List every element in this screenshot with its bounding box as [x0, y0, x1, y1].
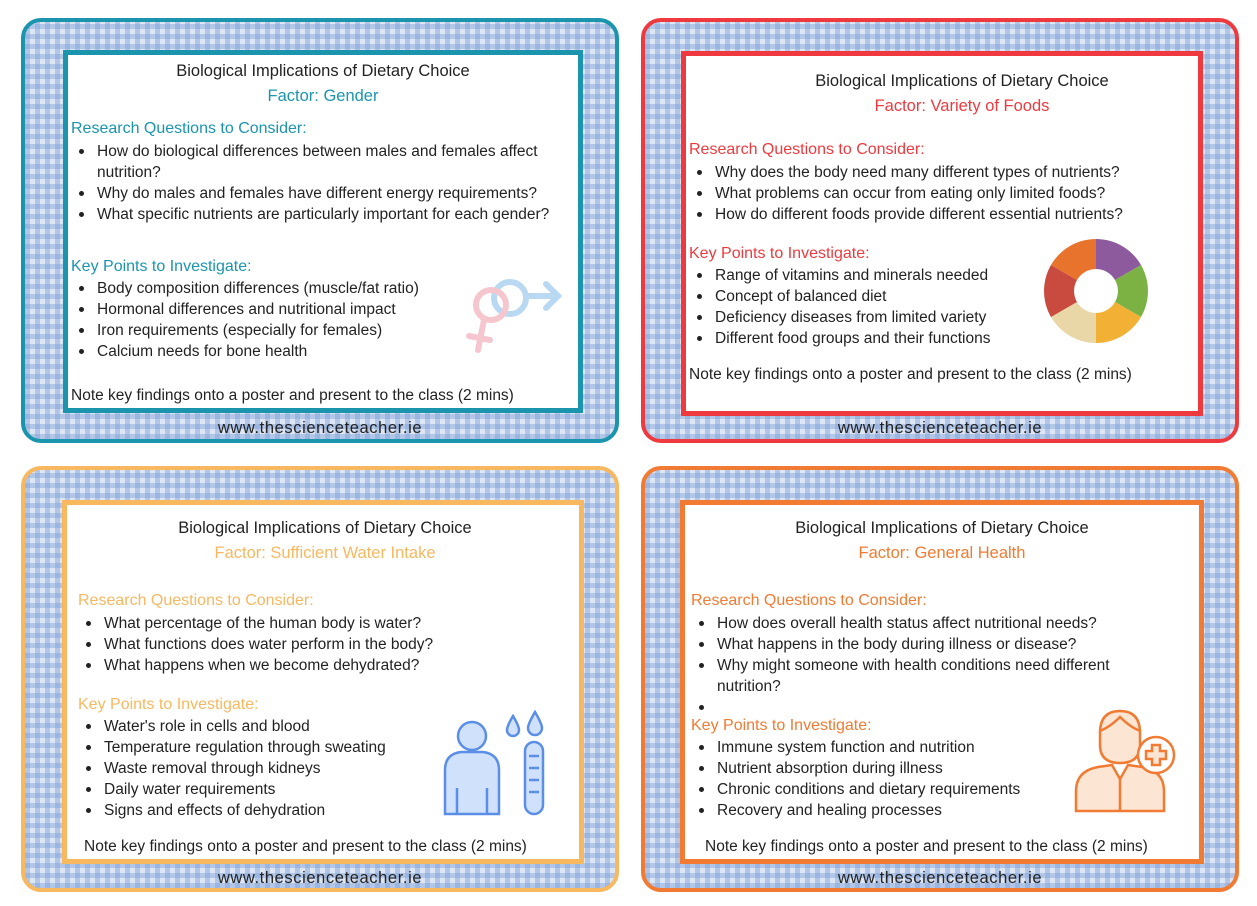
key-points-list [689, 265, 1039, 349]
card-general-health [641, 466, 1239, 892]
website-url: www.thescienceteacher.ie [837, 419, 1043, 437]
instruction-note: Note key findings onto a poster and present to the class (2 mins) [705, 838, 1148, 855]
list-item: What functions does water perform in the body? [78, 634, 578, 655]
list-item: Hormonal differences and nutritional impact [71, 299, 471, 320]
research-questions-list [71, 141, 579, 225]
list-item: Temperature regulation through sweating [78, 737, 418, 758]
list-item: Recovery and healing processes [691, 800, 1061, 821]
key-points-title: Key Points to Investigate: [78, 696, 259, 713]
list-item: What happens in the body during illness or disease? [691, 634, 1161, 655]
research-questions-title: Research Questions to Consider: [71, 120, 307, 137]
research-questions-title: Research Questions to Consider: [691, 592, 927, 609]
card-variety-panel [681, 51, 1203, 416]
website-url: www.thescienceteacher.ie [217, 869, 423, 887]
list-item: What happens when we become dehydrated? [78, 655, 578, 676]
key-points-title: Key Points to Investigate: [71, 258, 252, 275]
card-variety-of-foods [641, 18, 1239, 443]
instruction-note: Note key findings onto a poster and present to the class (2 mins) [689, 366, 1132, 383]
list-item: Daily water requirements [78, 779, 418, 800]
research-questions-list [689, 162, 1197, 225]
factor-title: Factor: Variety of Foods [874, 97, 1050, 115]
list-item: How does overall health status affect nutritional needs? [691, 613, 1161, 634]
card-heading: Biological Implications of Dietary Choice [795, 519, 1089, 537]
card-water-intake [21, 466, 619, 892]
list-item: Concept of balanced diet [689, 286, 1039, 307]
research-questions-title: Research Questions to Consider: [78, 592, 314, 609]
food-wheel-icon [1041, 236, 1151, 346]
list-item: What percentage of the human body is water? [78, 613, 578, 634]
gender-symbols-icon [458, 260, 568, 360]
card-water-panel [62, 500, 584, 864]
factor-title: Factor: Gender [267, 87, 379, 105]
list-item: Water's role in cells and blood [78, 716, 418, 737]
key-points-title: Key Points to Investigate: [689, 245, 870, 262]
factor-title: Factor: Sufficient Water Intake [214, 544, 436, 562]
list-item: Calcium needs for bone health [71, 341, 471, 362]
list-item: Nutrient absorption during illness [691, 758, 1061, 779]
doctor-health-icon [1068, 705, 1178, 815]
list-item: Why does the body need many different types of nutrients? [689, 162, 1197, 183]
list-item: Immune system function and nutrition [691, 737, 1061, 758]
list-item: Body composition differences (muscle/fat ratio) [71, 278, 471, 299]
list-item: Range of vitamins and minerals needed [689, 265, 1039, 286]
list-item: Why do males and females have different energy requirements? [71, 183, 579, 204]
list-item: What specific nutrients are particularly important for each gender? [71, 204, 579, 225]
card-gender [21, 18, 619, 443]
key-points-title: Key Points to Investigate: [691, 717, 872, 734]
list-item: Why might someone with health conditions need different nutrition? [691, 655, 1161, 697]
list-item: How do biological differences between males and females affect nutrition? [71, 141, 579, 183]
list-item: Signs and effects of dehydration [78, 800, 418, 821]
card-gender-panel [63, 50, 583, 413]
website-url: www.thescienceteacher.ie [217, 419, 423, 437]
body-water-icon [439, 710, 549, 820]
factor-title: Factor: General Health [858, 544, 1026, 562]
card-health-panel [680, 500, 1204, 864]
list-item: Iron requirements (especially for females) [71, 320, 471, 341]
research-questions-title: Research Questions to Consider: [689, 141, 925, 158]
list-item: Different food groups and their functions [689, 328, 1039, 349]
list-item: Waste removal through kidneys [78, 758, 418, 779]
card-heading: Biological Implications of Dietary Choice [815, 72, 1109, 90]
research-questions-list [691, 613, 1161, 718]
list-item: Deficiency diseases from limited variety [689, 307, 1039, 328]
card-heading: Biological Implications of Dietary Choice [178, 519, 472, 537]
research-questions-list [78, 613, 578, 676]
list-item: What problems can occur from eating only limited foods? [689, 183, 1197, 204]
instruction-note: Note key findings onto a poster and present to the class (2 mins) [84, 838, 527, 855]
key-points-list [71, 278, 471, 362]
website-url: www.thescienceteacher.ie [837, 869, 1043, 887]
instruction-note: Note key findings onto a poster and present to the class (2 mins) [71, 387, 514, 404]
key-points-list [691, 737, 1061, 821]
card-heading: Biological Implications of Dietary Choice [176, 62, 470, 80]
list-item: Chronic conditions and dietary requirements [691, 779, 1061, 800]
list-item: How do different foods provide different essential nutrients? [689, 204, 1197, 225]
key-points-list [78, 716, 418, 821]
